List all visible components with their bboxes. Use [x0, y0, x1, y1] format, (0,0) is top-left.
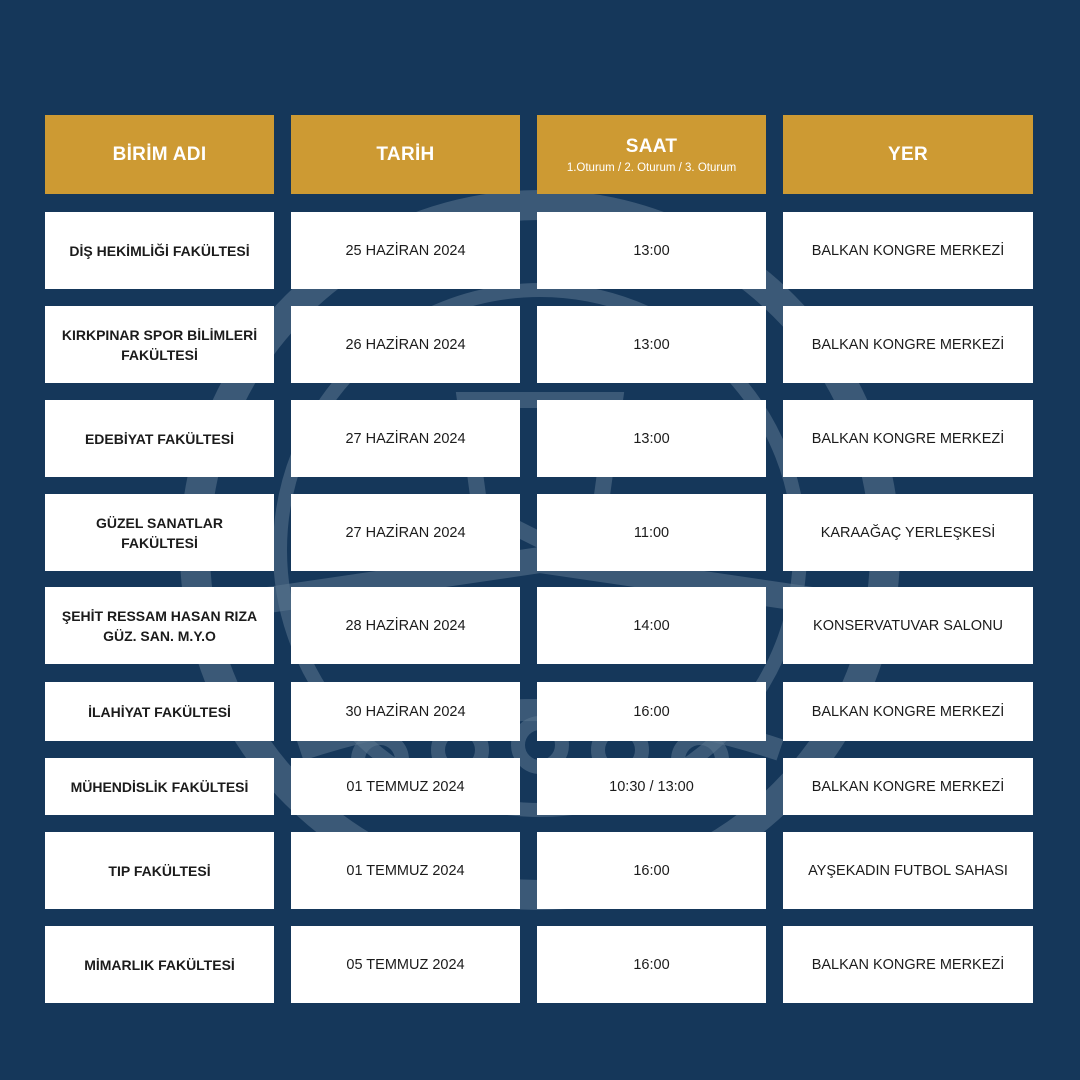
time-cell: 13:00 — [537, 400, 766, 477]
unit-name-cell: DİŞ HEKİMLİĞİ FAKÜLTESİ — [45, 212, 274, 289]
place-cell: BALKAN KONGRE MERKEZİ — [783, 212, 1033, 289]
header-time — [537, 115, 766, 194]
unit-name-cell: KIRKPINAR SPOR BİLİMLERİ FAKÜLTESİ — [45, 306, 274, 383]
header-place — [783, 115, 1033, 194]
date-cell: 28 HAZİRAN 2024 — [291, 587, 520, 664]
schedule-table — [45, 115, 1035, 1003]
unit-name-cell: TIP FAKÜLTESİ — [45, 832, 274, 909]
date-cell: 27 HAZİRAN 2024 — [291, 400, 520, 477]
date-cell: 27 HAZİRAN 2024 — [291, 494, 520, 571]
place-cell: BALKAN KONGRE MERKEZİ — [783, 306, 1033, 383]
unit-name-cell: GÜZEL SANATLAR FAKÜLTESİ — [45, 494, 274, 571]
unit-name-cell: MÜHENDİSLİK FAKÜLTESİ — [45, 758, 274, 815]
unit-name-cell: MİMARLIK FAKÜLTESİ — [45, 926, 274, 1003]
time-cell: 16:00 — [537, 682, 766, 741]
header-time-subtitle: 1.Oturum / 2. Oturum / 3. Oturum — [566, 161, 737, 174]
place-cell: BALKAN KONGRE MERKEZİ — [783, 400, 1033, 477]
time-cell: 14:00 — [537, 587, 766, 664]
time-cell: 13:00 — [537, 306, 766, 383]
header-time-title: SAAT — [625, 135, 678, 157]
place-cell: KARAAĞAÇ YERLEŞKESİ — [783, 494, 1033, 571]
header-unit-title: BİRİM ADI — [112, 143, 207, 165]
header-date — [291, 115, 520, 194]
date-cell: 01 TEMMUZ 2024 — [291, 758, 520, 815]
date-cell: 26 HAZİRAN 2024 — [291, 306, 520, 383]
unit-name-cell: EDEBİYAT FAKÜLTESİ — [45, 400, 274, 477]
place-cell: BALKAN KONGRE MERKEZİ — [783, 926, 1033, 1003]
place-cell: BALKAN KONGRE MERKEZİ — [783, 682, 1033, 741]
place-cell: KONSERVATUVAR SALONU — [783, 587, 1033, 664]
header-date-title: TARİH — [376, 143, 435, 165]
place-cell: AYŞEKADIN FUTBOL SAHASI — [783, 832, 1033, 909]
time-cell: 13:00 — [537, 212, 766, 289]
time-cell: 16:00 — [537, 926, 766, 1003]
unit-name-cell: İLAHİYAT FAKÜLTESİ — [45, 682, 274, 741]
unit-name-cell: ŞEHİT RESSAM HASAN RIZA GÜZ. SAN. M.Y.O — [45, 587, 274, 664]
date-cell: 25 HAZİRAN 2024 — [291, 212, 520, 289]
date-cell: 30 HAZİRAN 2024 — [291, 682, 520, 741]
date-cell: 01 TEMMUZ 2024 — [291, 832, 520, 909]
place-cell: BALKAN KONGRE MERKEZİ — [783, 758, 1033, 815]
time-cell: 16:00 — [537, 832, 766, 909]
time-cell: 10:30 / 13:00 — [537, 758, 766, 815]
time-cell: 11:00 — [537, 494, 766, 571]
header-place-title: YER — [888, 143, 928, 165]
header-unit — [45, 115, 274, 194]
date-cell: 05 TEMMUZ 2024 — [291, 926, 520, 1003]
